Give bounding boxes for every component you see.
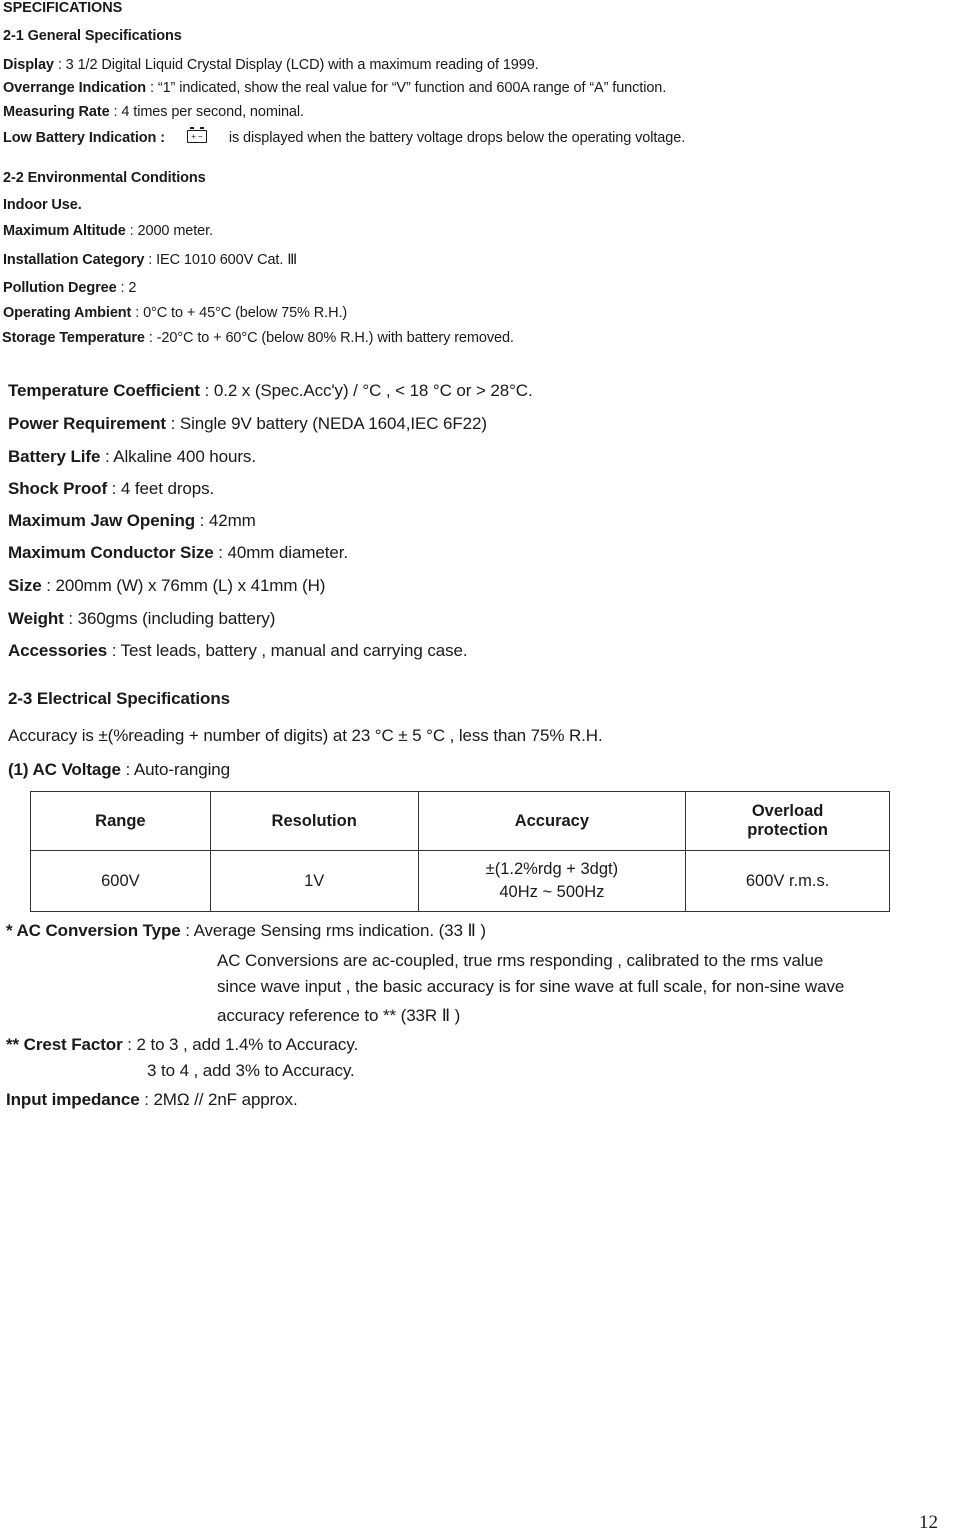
spec-label: Size xyxy=(8,576,42,595)
accuracy-note: Accuracy is ±(%reading + number of digits) at 23 °C ± 5 °C , less than 75% R.H. xyxy=(8,726,603,745)
table-cell-overload: 600V r.m.s. xyxy=(686,851,890,912)
spec-label: Display xyxy=(3,57,54,73)
spec-shock-proof xyxy=(8,479,214,499)
spec-conductor-size xyxy=(8,543,348,563)
spec-label: Measuring Rate xyxy=(3,104,110,120)
spec-operating-ambient xyxy=(3,305,347,321)
header-line: Overload xyxy=(751,802,824,820)
spec-temp-coefficient xyxy=(8,381,533,401)
spec-label: Pollution Degree xyxy=(3,280,117,296)
conversion-note-line: AC Conversions are ac-coupled, true rms responding , calibrated to the rms value xyxy=(217,951,824,970)
ac-voltage-table xyxy=(30,791,890,912)
spec-low-battery xyxy=(3,130,685,146)
spec-storage xyxy=(2,330,514,346)
spec-crest-factor xyxy=(6,1035,358,1055)
spec-ac-voltage xyxy=(8,760,230,780)
table-header-cell: Range xyxy=(31,792,211,851)
spec-overrange xyxy=(3,80,666,96)
spec-value: : Alkaline 400 hours. xyxy=(104,447,256,466)
conversion-note-line: accuracy reference to ** (33R Ⅱ ) xyxy=(217,1006,461,1025)
table-row xyxy=(31,851,890,912)
spec-pollution xyxy=(3,280,136,296)
spec-label: Storage Temperature xyxy=(2,330,145,346)
spec-label: Maximum Jaw Opening xyxy=(8,511,196,530)
section-title-general: 2-1 General Specifications xyxy=(3,28,182,44)
spec-size xyxy=(8,576,325,596)
spec-value: : Single 9V battery (NEDA 1604,IEC 6F22) xyxy=(170,414,487,433)
spec-value: : Average Sensing rms indication. (33 Ⅱ ) xyxy=(185,921,486,940)
spec-indoor: Indoor Use. xyxy=(3,197,82,213)
spec-value: : “1” indicated, show the real value for “V” function and 600A range of “A” function. xyxy=(149,80,667,96)
spec-label: Power Requirement xyxy=(8,414,166,433)
spec-value: : 4 times per second, nominal. xyxy=(113,104,304,120)
spec-value: : 2000 meter. xyxy=(129,223,214,239)
header-line: protection xyxy=(747,821,828,839)
spec-value: is displayed when the battery voltage drops below the operating voltage. xyxy=(228,130,686,146)
table-header-row xyxy=(31,792,890,851)
spec-label: * AC Conversion Type xyxy=(6,921,181,940)
spec-value: : 4 feet drops. xyxy=(111,479,215,498)
table-cell-range: 600V xyxy=(31,851,211,912)
spec-power xyxy=(8,414,487,434)
spec-value: : Auto-ranging xyxy=(125,760,230,779)
battery-icon: + − xyxy=(187,130,207,143)
table-header-cell: Accuracy xyxy=(418,792,686,851)
spec-value: : Test leads, battery , manual and carrying case. xyxy=(111,641,468,660)
spec-accessories xyxy=(8,641,467,661)
spec-label: Maximum Conductor Size xyxy=(8,543,214,562)
crest-factor-line: 3 to 4 , add 3% to Accuracy. xyxy=(147,1061,355,1080)
section-title-electrical: 2-3 Electrical Specifications xyxy=(8,689,230,708)
spec-value: : -20°C to + 60°C (below 80% R.H.) with battery removed. xyxy=(148,330,514,346)
table-header-cell: Resolution xyxy=(210,792,418,851)
table-header-cell xyxy=(686,792,890,851)
spec-value: : 2 xyxy=(120,280,137,296)
table-cell-resolution: 1V xyxy=(210,851,418,912)
spec-jaw-opening xyxy=(8,511,256,531)
spec-installation xyxy=(3,252,297,268)
spec-value: : 2 to 3 , add 1.4% to Accuracy. xyxy=(127,1035,359,1054)
spec-battery-life xyxy=(8,447,256,467)
spec-value: : 360gms (including battery) xyxy=(68,609,276,628)
spec-label: Temperature Coefficient xyxy=(8,381,200,400)
page-number: 12 xyxy=(919,1512,938,1533)
spec-value: : 0°C to + 45°C (below 75% R.H.) xyxy=(135,305,348,321)
spec-label: Weight xyxy=(8,609,64,628)
page-heading: SPECIFICATIONS xyxy=(3,0,123,16)
spec-altitude xyxy=(3,223,213,239)
spec-label: Shock Proof xyxy=(8,479,108,498)
spec-label: Low Battery Indication : xyxy=(3,130,165,146)
spec-label: (1) AC Voltage xyxy=(8,760,121,779)
spec-label: Maximum Altitude xyxy=(3,223,126,239)
spec-value: : 42mm xyxy=(199,511,256,530)
spec-value: : IEC 1010 600V Cat. Ⅲ xyxy=(148,252,298,268)
spec-value: : 3 1/2 Digital Liquid Crystal Display (LCD) with a maximum reading of 1999. xyxy=(57,57,539,73)
spec-measuring-rate xyxy=(3,104,304,120)
spec-label: Accessories xyxy=(8,641,108,660)
spec-label: ** Crest Factor xyxy=(6,1035,123,1054)
spec-weight xyxy=(8,609,275,629)
spec-label: Input impedance xyxy=(6,1090,140,1109)
spec-label: Battery Life xyxy=(8,447,101,466)
spec-display xyxy=(3,57,539,73)
spec-label: Installation Category xyxy=(3,252,145,268)
table-cell-accuracy xyxy=(418,851,686,912)
cell-line: 40Hz ~ 500Hz xyxy=(499,883,605,901)
conversion-note-line: since wave input , the basic accuracy is for sine wave at full scale, for non-sine wave xyxy=(217,977,845,996)
cell-line: ±(1.2%rdg + 3dgt) xyxy=(485,860,619,878)
spec-input-impedance xyxy=(6,1090,298,1110)
spec-label: Operating Ambient xyxy=(3,305,132,321)
spec-ac-conversion xyxy=(6,921,486,941)
spec-value: : 40mm diameter. xyxy=(218,543,348,562)
spec-label: Overrange Indication xyxy=(3,80,147,96)
spec-value: : 0.2 x (Spec.Acc'y) / °C , < 18 °C or > 28°C. xyxy=(204,381,533,400)
spec-value: : 200mm (W) x 76mm (L) x 41mm (H) xyxy=(46,576,326,595)
spec-value: : 2MΩ // 2nF approx. xyxy=(144,1090,298,1109)
section-title-environment: 2-2 Environmental Conditions xyxy=(3,170,206,186)
